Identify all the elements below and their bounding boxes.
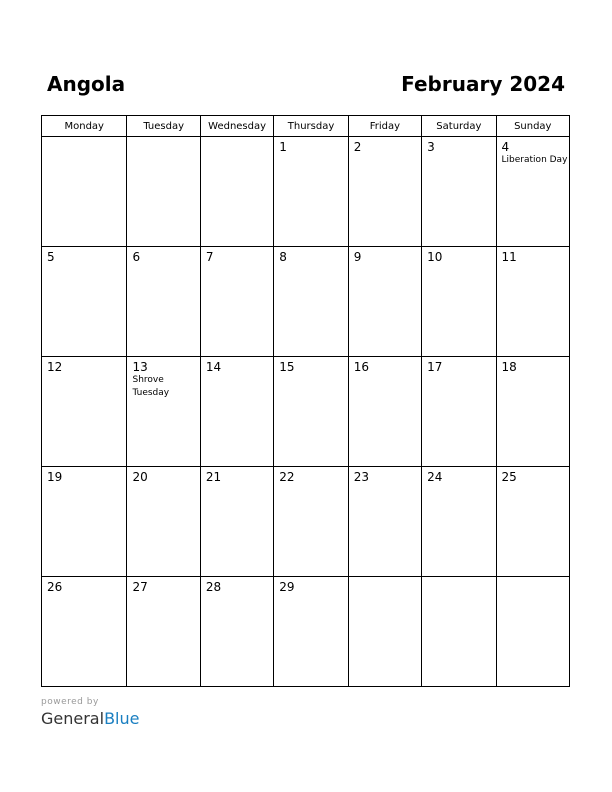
day-number: 19 bbox=[47, 470, 63, 484]
week-row bbox=[42, 247, 570, 357]
day-cell bbox=[348, 247, 421, 357]
day-cell bbox=[496, 137, 569, 247]
day-number: 1 bbox=[279, 140, 287, 154]
day-number: 6 bbox=[132, 250, 141, 264]
day-cell bbox=[127, 137, 200, 247]
day-number: 21 bbox=[205, 470, 222, 484]
day-cell bbox=[496, 467, 569, 577]
footer-branding bbox=[41, 697, 139, 729]
day-cell bbox=[422, 137, 496, 247]
day-number: 26 bbox=[47, 580, 63, 594]
brand-general-text: General bbox=[41, 709, 105, 728]
day-number: 24 bbox=[427, 470, 443, 484]
day-cell bbox=[274, 247, 348, 357]
weekday-header-row bbox=[42, 116, 570, 137]
day-number bbox=[349, 577, 421, 580]
day-number: 25 bbox=[501, 470, 517, 484]
holiday-label: Liberation Day bbox=[501, 155, 568, 165]
calendar-grid bbox=[41, 115, 570, 687]
brand-blue-text: Blue bbox=[104, 709, 140, 728]
day-cell bbox=[348, 577, 421, 687]
holiday-label: Shrove Tuesday bbox=[132, 375, 170, 398]
weekday-header: Thursday bbox=[274, 116, 348, 137]
day-number: 3 bbox=[427, 140, 435, 154]
day-number: 15 bbox=[279, 360, 295, 374]
day-number: 12 bbox=[47, 360, 63, 374]
day-cell bbox=[42, 467, 127, 577]
day-cell bbox=[422, 247, 496, 357]
weekday-header: Tuesday bbox=[127, 116, 200, 137]
day-cell bbox=[496, 247, 569, 357]
day-number bbox=[422, 577, 495, 580]
day-number: 29 bbox=[279, 580, 295, 594]
day-cell bbox=[274, 137, 348, 247]
day-cell bbox=[274, 357, 348, 467]
day-cell bbox=[200, 467, 273, 577]
day-number: 11 bbox=[501, 250, 517, 264]
day-number: 17 bbox=[427, 360, 443, 374]
day-cell bbox=[496, 577, 569, 687]
calendar-body bbox=[42, 137, 570, 687]
day-number: 9 bbox=[353, 250, 362, 264]
country-title: Angola bbox=[47, 72, 126, 96]
day-number: 2 bbox=[353, 140, 362, 154]
day-cell bbox=[200, 357, 273, 467]
day-cell bbox=[274, 577, 348, 687]
weekday-header: Saturday bbox=[422, 116, 496, 137]
day-cell bbox=[348, 357, 421, 467]
day-cell bbox=[200, 137, 273, 247]
day-number bbox=[497, 577, 569, 580]
weekday-header: Friday bbox=[348, 116, 421, 137]
day-number: 23 bbox=[353, 470, 369, 484]
day-number: 14 bbox=[205, 360, 222, 374]
day-cell bbox=[200, 247, 273, 357]
day-number: 28 bbox=[205, 580, 222, 594]
week-row bbox=[42, 357, 570, 467]
day-number: 10 bbox=[427, 250, 443, 264]
day-cell bbox=[127, 247, 200, 357]
day-cell bbox=[42, 357, 127, 467]
day-number: 4 bbox=[501, 140, 510, 154]
day-cell bbox=[422, 577, 496, 687]
day-cell bbox=[496, 357, 569, 467]
day-number: 16 bbox=[353, 360, 369, 374]
day-number: 20 bbox=[132, 470, 148, 484]
day-cell bbox=[42, 577, 127, 687]
day-number: 5 bbox=[47, 250, 55, 264]
week-row bbox=[42, 577, 570, 687]
weekday-header: Wednesday bbox=[200, 116, 273, 137]
day-cell bbox=[274, 467, 348, 577]
day-cell bbox=[127, 357, 200, 467]
day-number: 8 bbox=[279, 250, 287, 264]
day-number bbox=[127, 137, 199, 140]
day-number: 7 bbox=[205, 250, 214, 264]
powered-by-label: powered by bbox=[41, 697, 99, 707]
weekday-header: Sunday bbox=[496, 116, 569, 137]
day-cell bbox=[348, 137, 421, 247]
month-title: February 2024 bbox=[401, 72, 565, 96]
day-cell bbox=[127, 577, 200, 687]
day-cell bbox=[348, 467, 421, 577]
day-number bbox=[201, 137, 273, 140]
day-cell bbox=[127, 467, 200, 577]
day-number: 13 bbox=[132, 360, 148, 374]
day-cell bbox=[200, 577, 273, 687]
day-cell bbox=[422, 467, 496, 577]
day-cell bbox=[42, 247, 127, 357]
day-number: 18 bbox=[501, 360, 517, 374]
day-number: 27 bbox=[132, 580, 148, 594]
week-row bbox=[42, 137, 570, 247]
weekday-header: Monday bbox=[42, 116, 127, 137]
generalblue-logo[interactable] bbox=[41, 709, 139, 729]
day-cell bbox=[42, 137, 127, 247]
day-cell bbox=[422, 357, 496, 467]
day-number bbox=[42, 137, 126, 140]
week-row bbox=[42, 467, 570, 577]
day-number: 22 bbox=[279, 470, 295, 484]
